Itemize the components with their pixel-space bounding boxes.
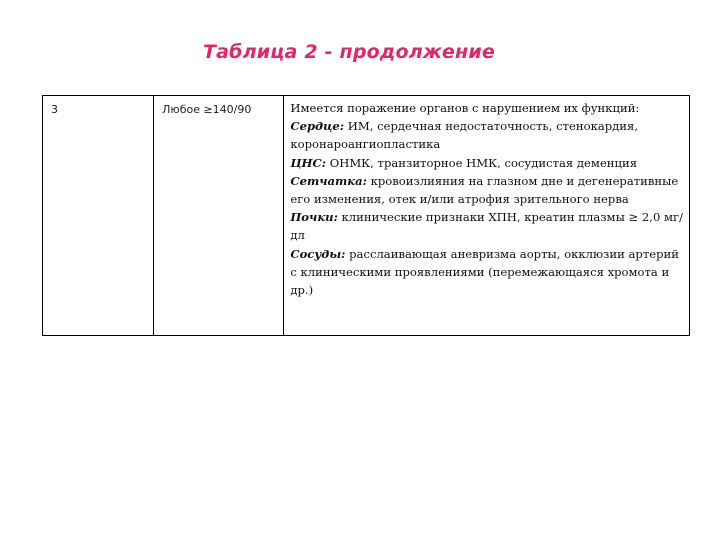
entry-heart xyxy=(290,117,687,153)
entry-kidneys xyxy=(290,208,687,244)
description-cell xyxy=(284,96,690,336)
entry-text: клинические признаки ХПН, креатин плазмы ≥ 2,0 мг/дл xyxy=(290,210,684,243)
pressure-cell: Любое ≥140/90 xyxy=(154,96,284,336)
entry-text: расслаивающая аневризма аорты, окклюзии артерий с клиническими проявлениями (перемежающаяся хромота и др.) xyxy=(290,246,679,298)
entry-label: Сосуды: xyxy=(290,246,346,261)
entry-text: ОНМК, транзиторное НМК, сосудистая деменция xyxy=(326,155,638,170)
entry-text: кровоизлияния на глазном дне и дегенеративные его изменения, отек и/или атрофия зрительного нерва xyxy=(290,173,679,207)
entry-retina xyxy=(290,172,687,208)
description-intro: Имеется поражение органов с нарушением их функций: xyxy=(290,101,640,115)
entry-label: Почки: xyxy=(290,210,338,225)
entry-label: ЦНС: xyxy=(290,155,327,170)
data-table xyxy=(42,95,690,336)
entry-text: ИМ, сердечная недостаточность, стенокардия, коронароангиопластика xyxy=(290,119,639,152)
entry-label: Сетчатка: xyxy=(290,173,367,188)
entry-cns xyxy=(290,154,687,172)
table-row xyxy=(43,96,690,336)
entry-vessels xyxy=(290,245,687,300)
entry-label: Сердце: xyxy=(290,119,345,134)
stage-cell: 3 xyxy=(43,96,154,336)
slide-title: Таблица 2 - продолжение xyxy=(203,41,495,63)
